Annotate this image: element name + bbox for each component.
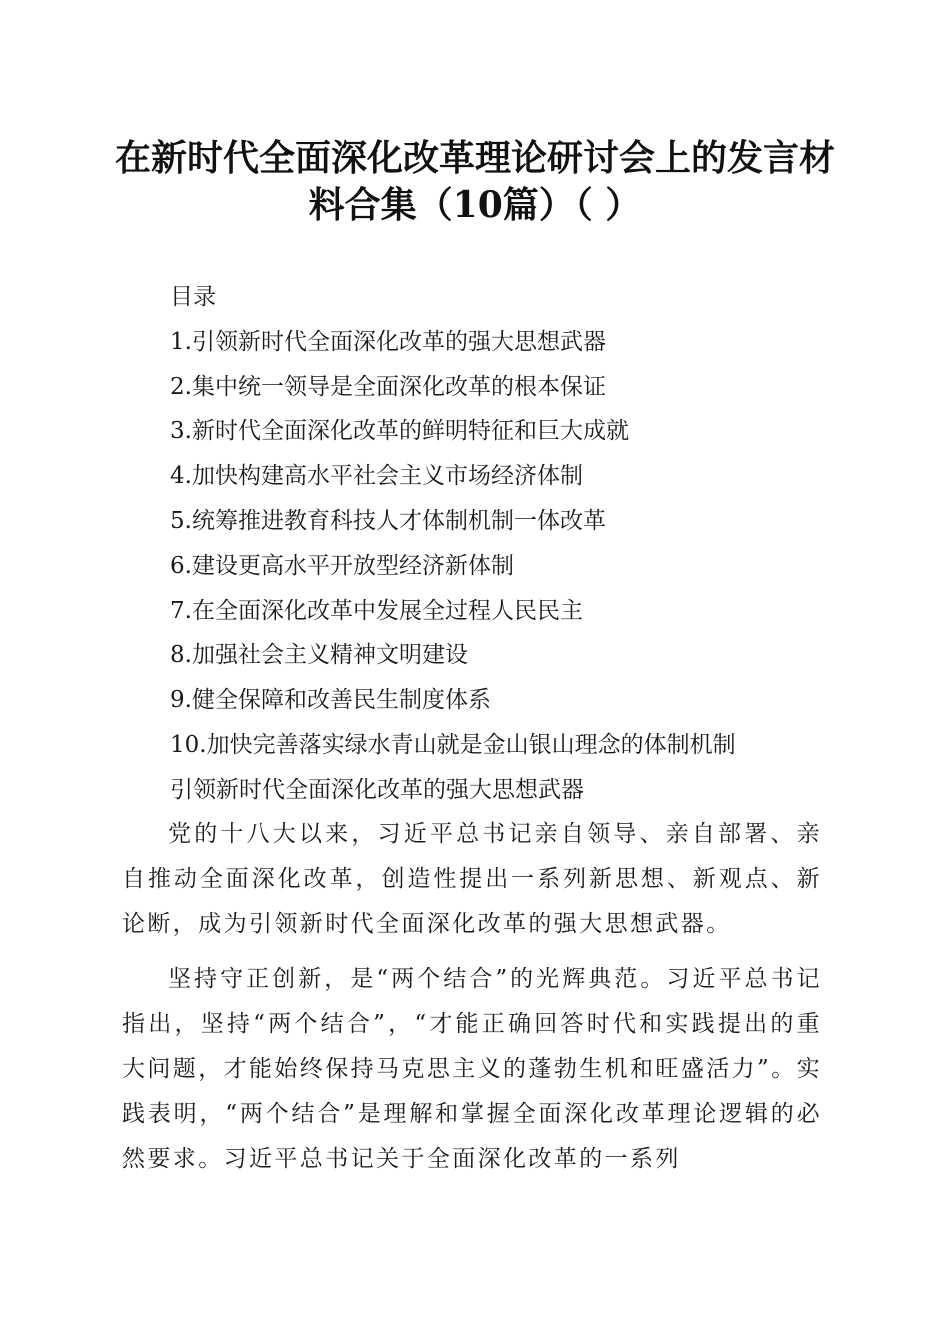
toc-item: 6.建设更高水平开放型经济新体制: [170, 552, 514, 579]
section-title: 引领新时代全面深化改革的强大思想武器: [170, 776, 584, 803]
toc-item: 3.新时代全面深化改革的鲜明特征和巨大成就: [170, 418, 629, 445]
table-of-contents: [170, 275, 850, 813]
toc-item: 9.健全保障和改善民生制度体系: [170, 687, 491, 714]
toc-item: 2.集中统一领导是全面深化改革的根本保证: [170, 373, 606, 400]
toc-heading: 目录: [170, 284, 216, 310]
title-line-2: 料合集（10篇）（ ）: [308, 184, 642, 226]
toc-item: 10.加快完善落实绿水青山就是金山银山理念的体制机制: [170, 731, 736, 758]
toc-item: 5.统筹推进教育科技人才体制机制一体改革: [170, 507, 606, 534]
toc-item: 7.在全面深化改革中发展全过程人民民主: [170, 597, 583, 624]
toc-item: 8.加强社会主义精神文明建设: [170, 642, 468, 669]
title-line-1: 在新时代全面深化改革理论研讨会上的发言材: [114, 137, 835, 179]
toc-item: 4.加快构建高水平社会主义市场经济体制: [170, 463, 583, 490]
document-title: [100, 135, 850, 229]
toc-item: 1.引领新时代全面深化改革的强大思想武器: [170, 328, 606, 355]
paragraph: 坚持守正创新，是“两个结合”的光辉典范。习近平总书记指出，坚持“两个结合”，“才能正确回答时代和实践提出的重大问题，才能始终保持马克思主义的蓬勃生机和旺盛活力”。实践表明，“两个结合”是理解和掌握全面深化改革理论逻辑的必然要求。习近平总书记关于全面深化改革的一系列: [122, 966, 822, 1172]
paragraph: 党的十八大以来，习近平总书记亲自领导、亲自部署、亲自推动全面深化改革，创造性提出一系列新思想、新观点、新论断，成为引领新时代全面深化改革的强大思想武器。: [122, 821, 822, 937]
body-text: [122, 812, 822, 1192]
